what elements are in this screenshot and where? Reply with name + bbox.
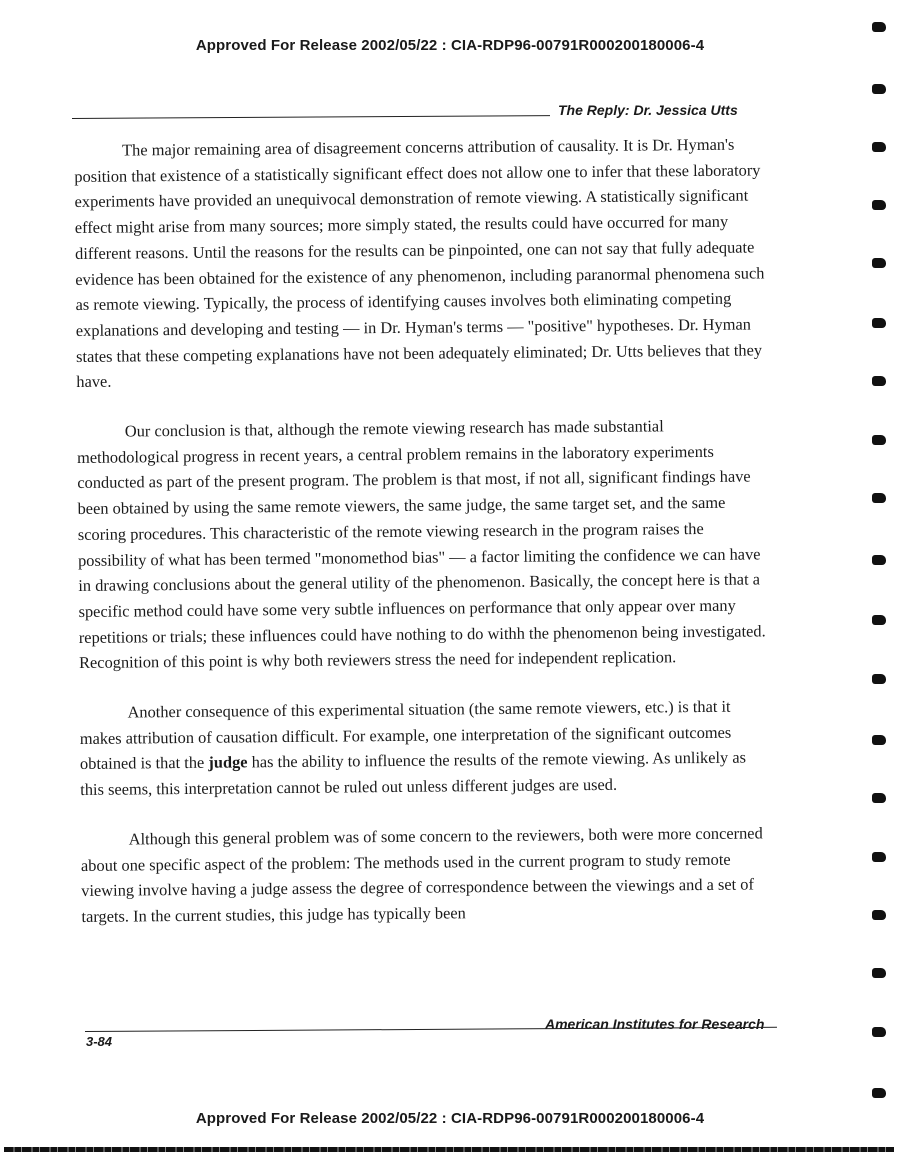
punch-hole-mark bbox=[872, 318, 886, 328]
punch-hole-mark bbox=[872, 674, 886, 684]
release-stamp-top: Approved For Release 2002/05/22 : CIA-RDP96-00791R000200180006-4 bbox=[195, 37, 705, 54]
punch-hole-mark bbox=[872, 200, 886, 210]
punch-hole-mark bbox=[872, 376, 886, 386]
paragraph-2: Our conclusion is that, although the remote viewing research has made substantial methodological progress in recent years, a central problem remains in the laboratory experiments conducted as part of the present program. The problem is that most, if not all, significant findings have been obtained by using the same remote viewers, the same judge, the same target set, and the same scoring procedures. This characteristic of the remote viewing research in the program raises the possibility of what has been termed "monomethod bias" — a factor limiting the confidence we can have in drawing conclusions about the general utility of the phenomenon. Basically, the concept here is that a specific method could have some very subtle influences on performance that only appear over many repetitions or trials; these influences could have nothing to do withh the phenomenon being investigated. Recognition of this point is why both reviewers stress the need for independent replication. bbox=[76, 416, 766, 673]
punch-hole-mark bbox=[872, 735, 886, 745]
punch-hole-mark bbox=[872, 615, 886, 625]
paragraph-3-lead: Another consequence of this experimental situation (the same remote viewers, etc.) is that it makes attribution of causation difficult. For example, one interpretation of the significant outcomes obtained is that the bbox=[79, 696, 732, 774]
footer-organization: American Institutes for Research bbox=[545, 1016, 765, 1032]
running-header: The Reply: Dr. Jessica Utts bbox=[558, 102, 738, 118]
release-stamp-bottom: Approved For Release 2002/05/22 : CIA-RDP96-00791R000200180006-4 bbox=[195, 1110, 705, 1127]
punch-hole-mark bbox=[872, 910, 886, 920]
emphasis-judge: judge bbox=[208, 752, 248, 773]
paragraph-3 bbox=[79, 693, 770, 802]
paragraph-1: The major remaining area of disagreement concerns attribution of causality. It is Dr. Hyman's position that existence of a statistically significant effect does not allow one to infer that these laboratory experiments have provided an unequivocal demonstration of remote viewing. A statistically significant effect might arise from many sources; more simply stated, the results could have occurred for many different reasons. Until the reasons for the results can be pinpointed, one can not say that fully adequate evidence has been obtained for the existence of any phenomenon, including paranormal phenomena such as remote viewing. Typically, the process of identifying causes involves both eliminating competing explanations and developing and testing — in Dr. Hyman's terms — "positive" hypotheses. Dr. Hyman states that these competing explanations have not been adequately eliminated; Dr. Utts believes that they have. bbox=[74, 134, 765, 392]
punch-hole-mark bbox=[872, 1027, 886, 1037]
punch-hole-mark bbox=[872, 142, 886, 152]
punch-hole-mark bbox=[872, 258, 886, 268]
footer-page-number: 3-84 bbox=[86, 1034, 113, 1049]
punch-hole-mark bbox=[872, 793, 886, 803]
scan-edge-bar bbox=[4, 1147, 894, 1152]
punch-hole-mark bbox=[872, 852, 886, 862]
punch-hole-mark bbox=[872, 555, 886, 565]
punch-hole-mark bbox=[872, 968, 886, 978]
paragraph-3-tail: has the ability to influence the results of the remote viewing. As unlikely as this seems, this interpretation cannot be ruled out unless different judges are used. bbox=[80, 748, 747, 800]
document-body bbox=[74, 131, 772, 953]
header-rule bbox=[72, 115, 550, 119]
paragraph-4: Although this general problem was of some concern to the reviewers, both were more concerned about one specific aspect of the problem: The methods used in the current program to study remote viewing involve having a judge assess the degree of correspondence between the viewings and a set of targets. In the current studies, this judge has typically been bbox=[80, 823, 763, 926]
punch-hole-mark bbox=[872, 435, 886, 445]
punch-hole-mark bbox=[872, 22, 886, 32]
punch-hole-mark bbox=[872, 1088, 886, 1098]
punch-hole-mark bbox=[872, 493, 886, 503]
punch-hole-mark bbox=[872, 84, 886, 94]
